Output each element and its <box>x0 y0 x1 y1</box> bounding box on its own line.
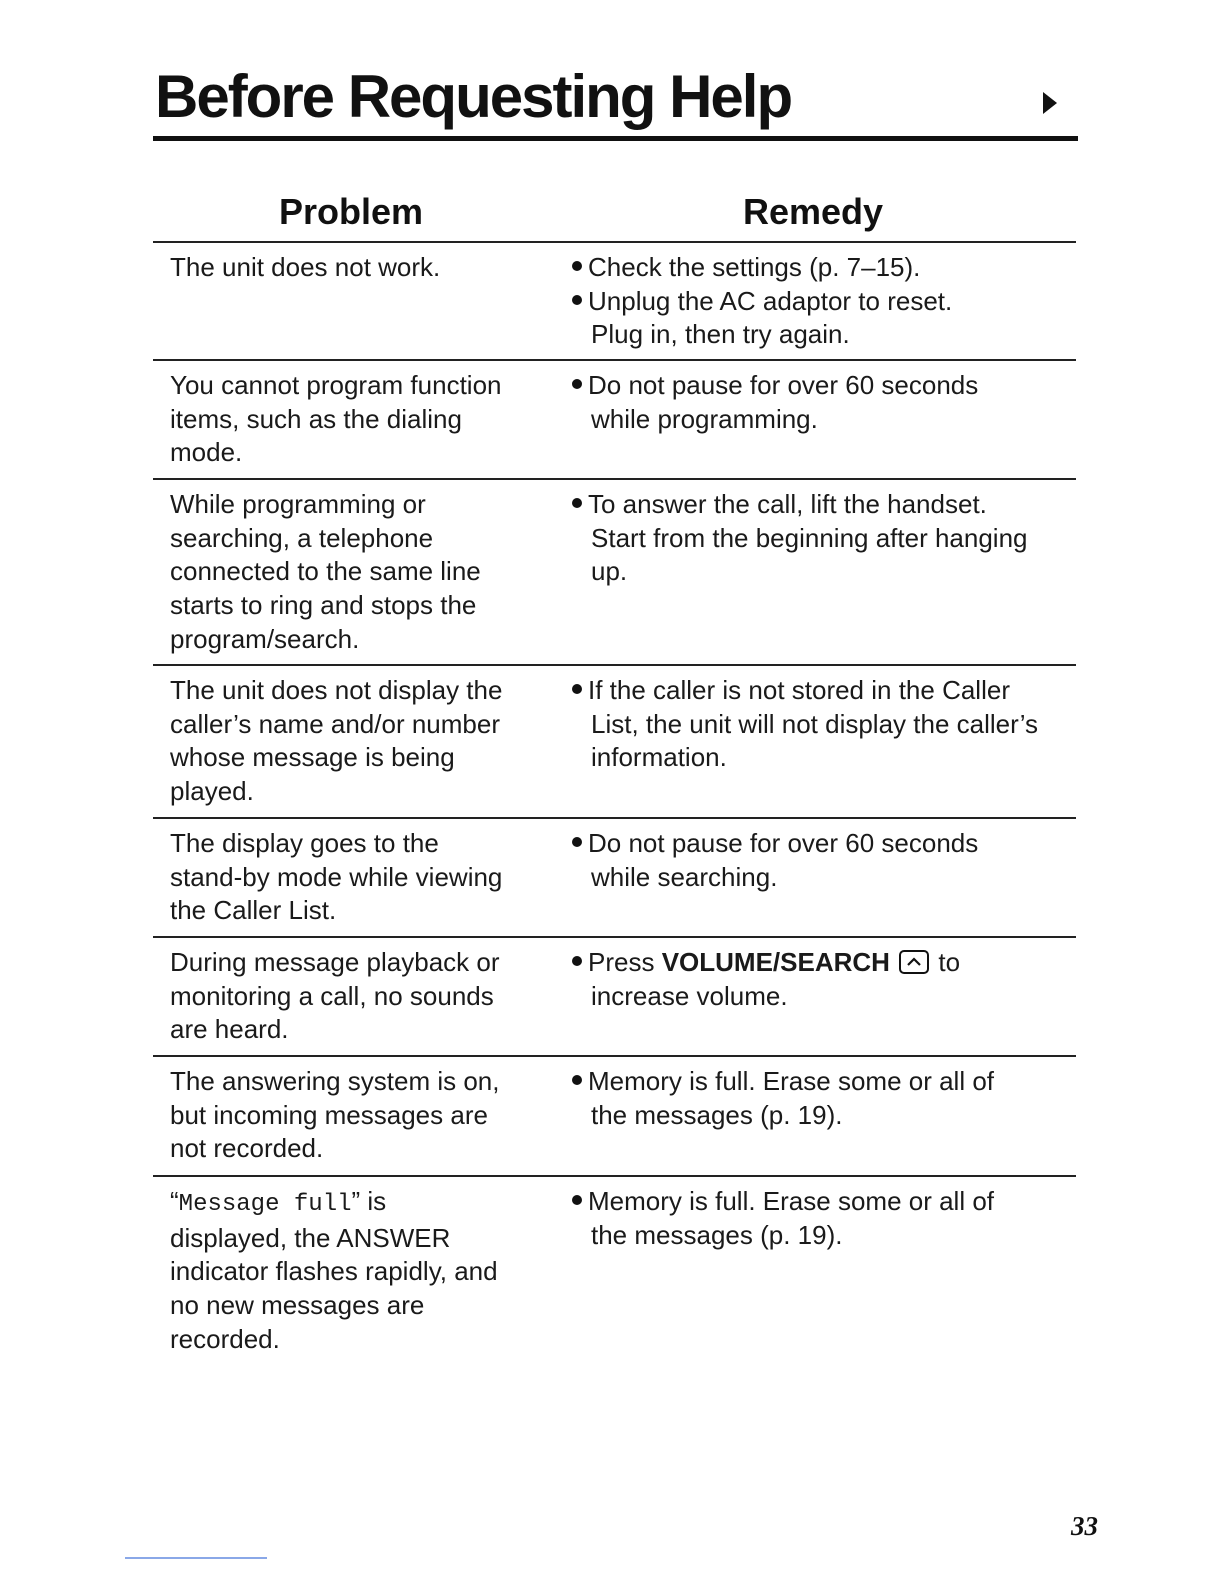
bullet-icon <box>572 295 582 305</box>
footer-line <box>125 1557 267 1559</box>
bullet-icon <box>572 956 582 966</box>
remedy-line: Start from the beginning after hanging <box>591 522 1028 553</box>
arrow-right-icon <box>1043 92 1057 114</box>
page-header <box>155 58 1078 136</box>
bullet-icon <box>572 379 582 389</box>
column-header-remedy: Remedy <box>743 191 884 232</box>
problem-line <box>170 1185 553 1222</box>
problem-line: mode. <box>170 437 243 468</box>
problem-line: are heard. <box>170 1014 289 1045</box>
column-header-problem: Problem <box>279 191 424 232</box>
problem-line: During message playback or <box>170 947 500 977</box>
problem-line: caller’s name and/or number <box>170 708 500 739</box>
problem-line: The answering system is on, <box>170 1066 500 1096</box>
problem-cell <box>153 1065 553 1166</box>
remedy-cell <box>553 488 1076 655</box>
remedy-line: List, the unit will not display the caller’s <box>591 708 1039 739</box>
remedy-line: Memory is full. Erase some or all of <box>588 1186 995 1216</box>
chevron-up-key-icon <box>899 950 929 974</box>
problem-cell <box>153 827 553 927</box>
problem-line: recorded. <box>170 1323 280 1354</box>
table-row <box>153 478 1076 664</box>
problem-line: monitoring a call, no sounds <box>170 980 494 1011</box>
remedy-item <box>572 1065 1076 1132</box>
remedy-item <box>572 674 1076 775</box>
problem-cell <box>153 488 553 655</box>
problem-cell <box>153 1185 553 1356</box>
table-row <box>153 241 1076 359</box>
bullet-icon <box>572 1195 582 1205</box>
problem-line: The unit does not work. <box>170 252 441 282</box>
remedy-line: information. <box>591 742 727 773</box>
open-quote: “ <box>170 1186 179 1216</box>
table-row <box>153 936 1076 1055</box>
remedy-item <box>572 369 1076 436</box>
remedy-item <box>572 285 1076 352</box>
problem-line: The unit does not display the <box>170 675 503 705</box>
remedy-line: Plug in, then try again. <box>591 319 850 350</box>
bullet-icon <box>572 684 582 694</box>
remedy-line: the messages (p. 19). <box>591 1219 843 1250</box>
remedy-cell <box>553 369 1076 469</box>
remedy-cell <box>553 1065 1076 1166</box>
problem-line: displayed, the ANSWER <box>170 1222 451 1253</box>
table-row <box>153 664 1076 817</box>
remedy-item <box>572 251 1076 285</box>
remedy-item <box>572 488 1076 589</box>
remedy-line: while searching. <box>591 861 778 892</box>
remedy-line: If the caller is not stored in the Caller <box>588 675 1010 705</box>
bullet-icon <box>572 498 582 508</box>
problem-line: indicator flashes rapidly, and <box>170 1256 498 1287</box>
problem-cell <box>153 251 553 350</box>
remedy-line: Memory is full. Erase some or all of <box>588 1066 995 1096</box>
remedy-text: to <box>931 947 961 977</box>
problem-line: played. <box>170 776 254 807</box>
remedy-cell <box>553 827 1076 927</box>
problem-line: The display goes to the <box>170 828 439 858</box>
remedy-line: To answer the call, lift the handset. <box>588 489 987 519</box>
remedy-line: while programming. <box>591 403 818 434</box>
remedy-line: increase volume. <box>591 980 788 1011</box>
problem-line: the Caller List. <box>170 895 337 926</box>
problem-line: whose message is being <box>170 742 455 773</box>
problem-line: searching, a telephone <box>170 522 434 553</box>
problem-text: ” is <box>351 1186 387 1216</box>
problem-line: not recorded. <box>170 1133 324 1164</box>
bullet-icon <box>572 837 582 847</box>
remedy-item <box>572 946 1076 1013</box>
problem-line: no new messages are <box>170 1290 425 1321</box>
remedy-item <box>572 1185 1076 1252</box>
problem-line: but incoming messages are <box>170 1099 488 1130</box>
problem-line: connected to the same line <box>170 556 481 587</box>
remedy-line: Unplug the AC adaptor to reset. <box>588 285 953 316</box>
problem-cell <box>153 369 553 469</box>
volume-search-key-label: VOLUME/SEARCH <box>661 947 890 977</box>
troubleshooting-table <box>153 241 1076 1365</box>
problem-cell <box>153 674 553 808</box>
remedy-text: Press <box>588 947 662 977</box>
bullet-icon <box>572 1075 582 1085</box>
remedy-cell <box>553 1185 1076 1356</box>
problem-line: While programming or <box>170 489 426 519</box>
problem-line: starts to ring and stops the <box>170 590 477 621</box>
remedy-item <box>572 827 1076 894</box>
problem-line: stand-by mode while viewing <box>170 861 503 892</box>
problem-line: program/search. <box>170 623 360 654</box>
remedy-line: the messages (p. 19). <box>591 1099 843 1130</box>
table-row <box>153 1175 1076 1365</box>
remedy-line: Do not pause for over 60 seconds <box>588 370 979 400</box>
remedy-cell <box>553 251 1076 350</box>
remedy-cell <box>553 674 1076 808</box>
title-rule <box>153 136 1078 141</box>
remedy-cell <box>553 946 1076 1046</box>
remedy-line: up. <box>591 556 628 587</box>
problem-cell <box>153 946 553 1046</box>
table-row <box>153 359 1076 478</box>
remedy-line: Check the settings (p. 7–15). <box>588 252 921 282</box>
table-row <box>153 1055 1076 1175</box>
problem-line: You cannot program function <box>170 370 502 400</box>
display-message-text: Message full <box>178 1191 352 1218</box>
remedy-line: Do not pause for over 60 seconds <box>588 828 979 858</box>
problem-line: items, such as the dialing <box>170 403 462 434</box>
page-title: Before Requesting Help <box>155 63 792 130</box>
page-number: 33 <box>1071 1511 1098 1541</box>
table-row <box>153 817 1076 936</box>
bullet-icon <box>572 261 582 271</box>
